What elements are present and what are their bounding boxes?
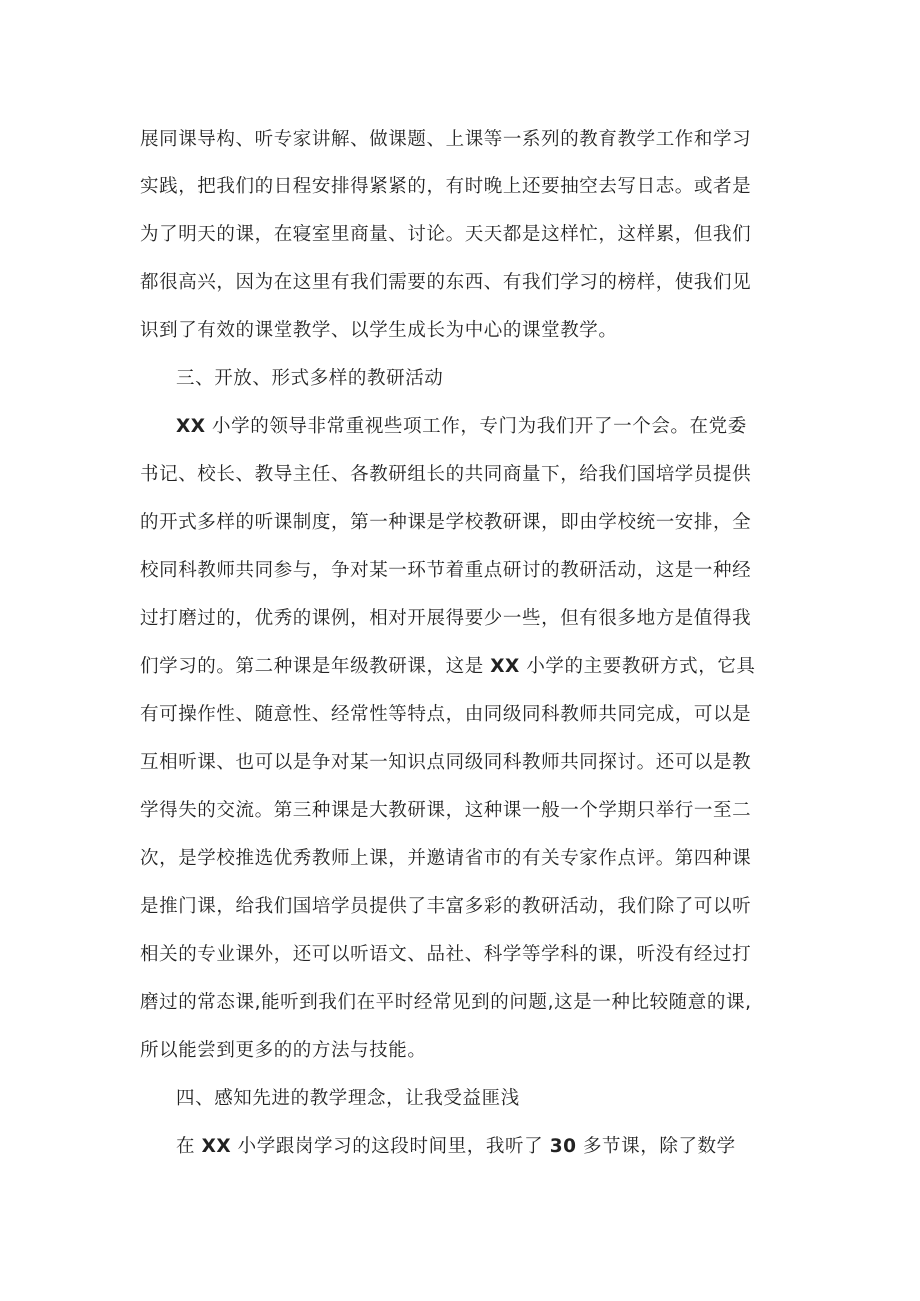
paragraph-line-11 — [140, 650, 800, 684]
paragraph-line-7: 书记、校长、教导主任、各教研组长的共同商量下，给我们国培学员提供 — [140, 464, 752, 485]
paragraph-line-10: 过打磨过的，优秀的课例，相对开展得要少一些，但有很多地方是值得我 — [140, 608, 752, 629]
paragraph-line-16: 是推门课，给我们国培学员提供了丰富多彩的教研活动，我们除了可以听 — [140, 896, 752, 917]
paragraph-line-12: 有可操作性、随意性、经常性等特点，由同级同科教师共同完成，可以是 — [140, 704, 752, 725]
paragraph-line-11-text-b: 小学的主要教研方式，它具 — [526, 656, 756, 677]
paragraph-line-20-text-c: 多节课，除了数学 — [582, 1136, 736, 1157]
school-abbrev: XX — [490, 656, 520, 677]
lesson-count: 30 — [549, 1136, 577, 1157]
paragraph-line-18: 磨过的常态课,能听到我们在平时经常见到的问题,这是一种比较随意的课, — [140, 992, 752, 1013]
paragraph-line-14: 学得失的交流。第三种课是大教研课，这种课一般一个学期只举行一至二 — [140, 800, 752, 821]
paragraph-line-20-text-b: 小学跟岗学习的这段时间里，我听了 — [237, 1136, 544, 1157]
paragraph-line-20 — [176, 1130, 836, 1164]
paragraph-line-17: 相关的专业课外，还可以听语文、品社、科学等学科的课，听没有经过打 — [140, 944, 752, 965]
school-abbrev: XX — [176, 416, 206, 437]
paragraph-line-6-text: 小学的领导非常重视些项工作，专门为我们开了一个会。在党委 — [212, 416, 747, 437]
paragraph-line-19: 所以能尝到更多的的方法与技能。 — [140, 1040, 427, 1061]
paragraph-line-6 — [176, 410, 836, 444]
paragraph-line-15: 次，是学校推选优秀教师上课，并邀请省市的有关专家作点评。第四种课 — [140, 848, 752, 869]
paragraph-line-3: 为了明天的课，在寝室里商量、讨论。天天都是这样忙，这样累，但我们 — [140, 224, 752, 245]
paragraph-line-8: 的开式多样的听课制度，第一种课是学校教研课，即由学校统一安排，全 — [140, 512, 752, 533]
paragraph-line-13: 互相听课、也可以是争对某一知识点同级同科教师共同探讨。还可以是教 — [140, 752, 752, 773]
paragraph-line-5: 识到了有效的课堂教学、以学生成长为中心的课堂教学。 — [140, 320, 618, 341]
school-abbrev: XX — [201, 1136, 232, 1157]
paragraph-line-9: 校同科教师共同参与，争对某一环节着重点研讨的教研活动，这是一种经 — [140, 560, 752, 581]
section-heading-4: 四、感知先进的教学理念，让我受益匪浅 — [176, 1088, 520, 1109]
section-heading-3: 三、开放、形式多样的教研活动 — [176, 368, 444, 389]
paragraph-line-20-text-a: 在 — [176, 1136, 196, 1157]
paragraph-line-1: 展同课导构、听专家讲解、做课题、上课等一系列的教育教学工作和学习 — [140, 129, 752, 150]
paragraph-line-11-text-a: 们学习的。第二种课是年级教研课，这是 — [140, 656, 484, 677]
paragraph-line-4: 都很高兴，因为在这里有我们需要的东西、有我们学习的榜样，使我们见 — [140, 272, 752, 293]
paragraph-line-2: 实践，把我们的日程安排得紧紧的，有时晚上还要抽空去写日志。或者是 — [140, 176, 752, 197]
